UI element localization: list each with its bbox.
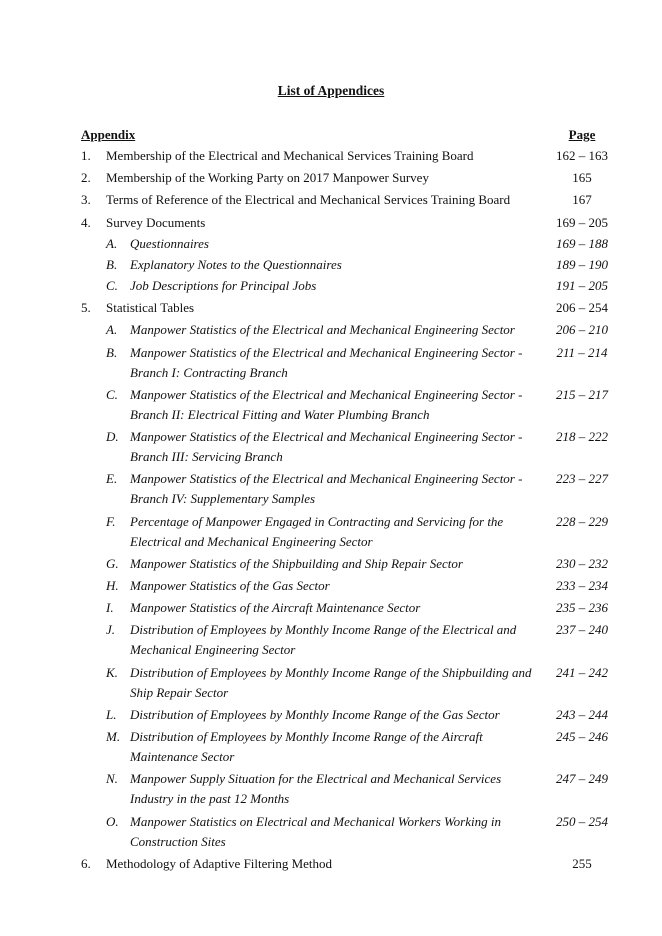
entry-page-range: 206 – 210 [556,322,608,337]
entry-title: Distribution of Employees by Monthly Income Range of the Gas Sector [130,707,500,722]
appendix-entry [0,276,662,296]
appendix-entry [0,385,662,425]
entry-number: F. [106,514,116,529]
entry-title: Manpower Statistics of the Electrical and Mechanical Engineering Sector - Branch II: Electrical Fitting and Water Plumbing Branch [130,387,523,422]
entry-page-range: 218 – 222 [556,429,608,444]
entry-title: Membership of the Working Party on 2017 Manpower Survey [106,170,429,185]
entry-page-range: 243 – 244 [556,707,608,722]
entry-title: Methodology of Adaptive Filtering Method [106,856,333,871]
entry-number: C. [106,278,118,293]
entry-page-range: 255 [572,856,592,871]
entry-page-range: 235 – 236 [556,600,608,615]
entry-number: 5. [81,300,91,315]
entry-number: H. [106,578,119,593]
entry-title: Manpower Statistics of the Shipbuilding and Ship Repair Sector [130,556,463,571]
entry-number: E. [106,471,118,486]
entry-number: N. [106,771,118,786]
entry-number: K. [106,665,118,680]
entry-page-range: 167 [572,192,592,207]
entry-number: A. [106,322,118,337]
entry-title: Survey Documents [106,215,206,230]
entry-page-range: 189 – 190 [556,257,608,272]
appendix-entry [0,854,662,874]
appendix-entry [0,512,662,552]
entry-page-range: 162 – 163 [556,148,608,163]
appendix-entry [0,769,662,809]
appendix-entry [0,598,662,618]
page-column-header: Page [568,127,596,142]
entry-title: Explanatory Notes to the Questionnaires [130,257,342,272]
appendix-entry [0,620,662,660]
entry-number: C. [106,387,118,402]
appendix-column-header: Appendix [81,127,136,142]
entry-title: Job Descriptions for Principal Jobs [130,278,317,293]
entry-page-range: 206 – 254 [556,300,608,315]
appendix-entry [0,663,662,703]
entry-number: 2. [81,170,91,185]
entry-title: Percentage of Manpower Engaged in Contracting and Servicing for the Electrical and Mechanical Engineering Sector [130,514,504,549]
appendix-entry [0,576,662,596]
appendix-entry [0,554,662,574]
entry-number: 4. [81,215,91,230]
entry-page-range: 169 – 205 [556,215,608,230]
entry-number: L. [106,707,117,722]
entry-page-range: 237 – 240 [556,622,608,637]
entry-title: Statistical Tables [106,300,195,315]
appendix-entry [0,427,662,467]
entry-title: Distribution of Employees by Monthly Income Range of the Aircraft Maintenance Sector [130,729,483,764]
appendix-entry [0,255,662,275]
appendix-entry [0,146,662,166]
entry-page-range: 241 – 242 [556,665,608,680]
entry-number: 1. [81,148,91,163]
entry-number: A. [106,236,118,251]
appendix-entry [0,343,662,383]
entry-page-range: 230 – 232 [556,556,608,571]
entry-title: Membership of the Electrical and Mechanical Services Training Board [106,148,474,163]
appendix-entry [0,727,662,767]
entry-title: Distribution of Employees by Monthly Income Range of the Electrical and Mechanical Engineering Sector [130,622,517,657]
entry-page-range: 169 – 188 [556,236,608,251]
entry-number: 6. [81,856,91,871]
entry-title: Manpower Supply Situation for the Electrical and Mechanical Services Industry in the past 12 Months [130,771,502,806]
entry-title: Manpower Statistics on Electrical and Mechanical Workers Working in Construction Sites [130,814,501,849]
appendix-entry [0,168,662,188]
entry-page-range: 211 – 214 [556,345,608,360]
entry-number: O. [106,814,119,829]
entry-page-range: 191 – 205 [556,278,608,293]
appendix-entry [0,705,662,725]
entry-page-range: 245 – 246 [556,729,608,744]
entry-page-range: 247 – 249 [556,771,608,786]
entry-page-range: 233 – 234 [556,578,608,593]
entry-title: Distribution of Employees by Monthly Income Range of the Shipbuilding and Ship Repair Sector [130,665,532,700]
entry-number: D. [106,429,119,444]
entry-title: Manpower Statistics of the Electrical and Mechanical Engineering Sector - Branch I: Contracting Branch [130,345,523,380]
entry-number: 3. [81,192,91,207]
entry-number: J. [106,622,116,637]
appendix-entry [0,234,662,254]
entry-number: I. [106,600,114,615]
entry-page-range: 165 [572,170,592,185]
entry-page-range: 250 – 254 [556,814,608,829]
entry-title: Manpower Statistics of the Electrical and Mechanical Engineering Sector - Branch IV: Supplementary Samples [130,471,523,506]
appendix-entry [0,190,662,210]
entry-number: M. [106,729,121,744]
entry-page-range: 228 – 229 [556,514,608,529]
appendix-entry [0,298,662,318]
appendix-list [0,146,662,874]
entry-title: Manpower Statistics of the Electrical and Mechanical Engineering Sector - Branch III: Servicing Branch [130,429,523,464]
appendix-entry [0,320,662,340]
appendix-entry [0,213,662,233]
entry-title: Manpower Statistics of the Electrical and Mechanical Engineering Sector [130,322,515,337]
entry-title: Questionnaires [130,236,209,251]
entry-title: Terms of Reference of the Electrical and Mechanical Services Training Board [106,192,511,207]
appendix-entry [0,812,662,852]
entry-number: B. [106,257,118,272]
entry-page-range: 223 – 227 [556,471,608,486]
entry-page-range: 215 – 217 [556,387,608,402]
entry-number: B. [106,345,118,360]
page-title: List of Appendices [277,83,385,98]
entry-number: G. [106,556,119,571]
appendix-entry [0,469,662,509]
entry-title: Manpower Statistics of the Gas Sector [130,578,330,593]
entry-title: Manpower Statistics of the Aircraft Maintenance Sector [130,600,421,615]
